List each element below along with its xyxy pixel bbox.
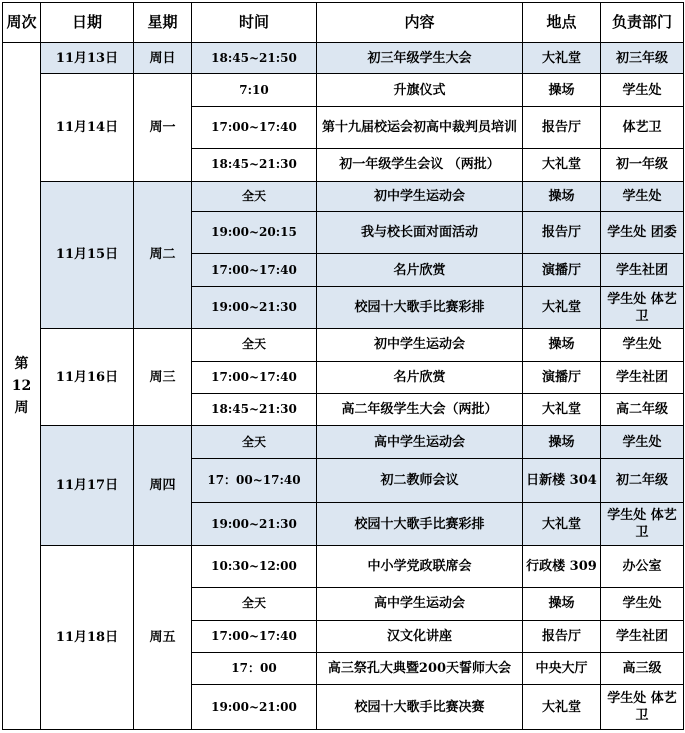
content-cell: 校园十大歌手比赛决赛 bbox=[317, 685, 523, 730]
content-cell: 校园十大歌手比赛彩排 bbox=[317, 286, 523, 328]
content-cell: 初三年级学生大会 bbox=[317, 43, 523, 74]
table-row bbox=[3, 545, 684, 587]
dept-cell: 学生社团 bbox=[601, 254, 684, 286]
dept-cell: 学生处 bbox=[601, 329, 684, 361]
place-cell: 中央大厅 bbox=[523, 653, 601, 685]
dept-cell: 初三年级 bbox=[601, 43, 684, 74]
time-cell: 18:45~21:50 bbox=[192, 43, 317, 74]
place-cell: 大礼堂 bbox=[523, 149, 601, 181]
place-cell: 报告厅 bbox=[523, 211, 601, 253]
content-cell: 校园十大歌手比赛彩排 bbox=[317, 503, 523, 545]
table-row bbox=[3, 181, 684, 211]
place-cell: 大礼堂 bbox=[523, 394, 601, 426]
place-cell: 操场 bbox=[523, 181, 601, 211]
content-cell: 高中学生运动会 bbox=[317, 588, 523, 620]
table-row bbox=[3, 426, 684, 458]
place-cell: 日新楼 304 bbox=[523, 458, 601, 503]
time-cell: 19:00~21:00 bbox=[192, 685, 317, 730]
time-cell: 10:30~12:00 bbox=[192, 545, 317, 587]
dept-cell: 学生处 bbox=[601, 74, 684, 106]
dept-cell: 学生处 bbox=[601, 181, 684, 211]
dept-cell: 学生处 bbox=[601, 588, 684, 620]
place-cell: 大礼堂 bbox=[523, 503, 601, 545]
time-cell: 17:00~17:40 bbox=[192, 361, 317, 393]
content-cell: 第十九届校运会初高中裁判员培训 bbox=[317, 106, 523, 148]
place-cell: 操场 bbox=[523, 74, 601, 106]
header-row bbox=[3, 3, 684, 43]
place-cell: 报告厅 bbox=[523, 106, 601, 148]
content-cell: 高二年级学生大会（两批） bbox=[317, 394, 523, 426]
place-cell: 大礼堂 bbox=[523, 685, 601, 730]
content-cell: 名片欣赏 bbox=[317, 361, 523, 393]
weekday-cell: 周三 bbox=[134, 329, 192, 426]
place-cell: 操场 bbox=[523, 426, 601, 458]
dept-cell: 学生社团 bbox=[601, 620, 684, 652]
table-row bbox=[3, 43, 684, 74]
place-cell: 演播厅 bbox=[523, 361, 601, 393]
place-cell: 大礼堂 bbox=[523, 286, 601, 328]
date-cell: 11月15日 bbox=[41, 181, 134, 329]
time-cell: 17：00~17:40 bbox=[192, 458, 317, 503]
time-cell: 18:45~21:30 bbox=[192, 394, 317, 426]
content-cell: 初中学生运动会 bbox=[317, 181, 523, 211]
dept-cell: 高二年级 bbox=[601, 394, 684, 426]
dept-cell: 学生处 体艺卫 bbox=[601, 286, 684, 328]
date-cell: 11月13日 bbox=[41, 43, 134, 74]
place-cell: 演播厅 bbox=[523, 254, 601, 286]
dept-cell: 学生处 体艺卫 bbox=[601, 685, 684, 730]
dept-cell: 高三级 bbox=[601, 653, 684, 685]
header-weekday: 星期 bbox=[134, 3, 192, 43]
time-cell: 19:00~21:30 bbox=[192, 503, 317, 545]
time-cell: 7:10 bbox=[192, 74, 317, 106]
dept-cell: 学生处 团委 bbox=[601, 211, 684, 253]
time-cell: 19:00~20:15 bbox=[192, 211, 317, 253]
content-cell: 高中学生运动会 bbox=[317, 426, 523, 458]
time-cell: 全天 bbox=[192, 329, 317, 361]
place-cell: 操场 bbox=[523, 588, 601, 620]
date-cell: 11月18日 bbox=[41, 545, 134, 729]
schedule-body bbox=[3, 43, 684, 730]
time-cell: 全天 bbox=[192, 588, 317, 620]
content-cell: 初二教师会议 bbox=[317, 458, 523, 503]
date-cell: 11月17日 bbox=[41, 426, 134, 545]
content-cell: 高三祭孔大典暨200天誓师大会 bbox=[317, 653, 523, 685]
content-cell: 汉文化讲座 bbox=[317, 620, 523, 652]
place-cell: 操场 bbox=[523, 329, 601, 361]
time-cell: 17:00~17:40 bbox=[192, 254, 317, 286]
place-cell: 行政楼 309 bbox=[523, 545, 601, 587]
weekday-cell: 周五 bbox=[134, 545, 192, 729]
table-row bbox=[3, 329, 684, 361]
time-cell: 17:00~17:40 bbox=[192, 620, 317, 652]
weekday-cell: 周一 bbox=[134, 74, 192, 181]
header-time: 时间 bbox=[192, 3, 317, 43]
weekday-cell: 周日 bbox=[134, 43, 192, 74]
date-cell: 11月16日 bbox=[41, 329, 134, 426]
header-place: 地点 bbox=[523, 3, 601, 43]
header-date: 日期 bbox=[41, 3, 134, 43]
weekday-cell: 周二 bbox=[134, 181, 192, 329]
content-cell: 中小学党政联席会 bbox=[317, 545, 523, 587]
time-cell: 19:00~21:30 bbox=[192, 286, 317, 328]
header-week: 周次 bbox=[3, 3, 41, 43]
dept-cell: 学生处 体艺卫 bbox=[601, 503, 684, 545]
time-cell: 17：00 bbox=[192, 653, 317, 685]
dept-cell: 办公室 bbox=[601, 545, 684, 587]
place-cell: 报告厅 bbox=[523, 620, 601, 652]
header-dept: 负责部门 bbox=[601, 3, 684, 43]
content-cell: 我与校长面对面活动 bbox=[317, 211, 523, 253]
content-cell: 初一年级学生会议 （两批） bbox=[317, 149, 523, 181]
time-cell: 全天 bbox=[192, 426, 317, 458]
date-cell: 11月14日 bbox=[41, 74, 134, 181]
dept-cell: 学生处 bbox=[601, 426, 684, 458]
table-row bbox=[3, 74, 684, 106]
time-cell: 17:00~17:40 bbox=[192, 106, 317, 148]
content-cell: 初中学生运动会 bbox=[317, 329, 523, 361]
dept-cell: 初一年级 bbox=[601, 149, 684, 181]
header-content: 内容 bbox=[317, 3, 523, 43]
place-cell: 大礼堂 bbox=[523, 43, 601, 74]
dept-cell: 学生社团 bbox=[601, 361, 684, 393]
weekday-cell: 周四 bbox=[134, 426, 192, 545]
week-cell: 第12周 bbox=[3, 43, 41, 730]
time-cell: 18:45~21:30 bbox=[192, 149, 317, 181]
content-cell: 名片欣赏 bbox=[317, 254, 523, 286]
content-cell: 升旗仪式 bbox=[317, 74, 523, 106]
schedule-table bbox=[2, 2, 684, 730]
dept-cell: 初二年级 bbox=[601, 458, 684, 503]
dept-cell: 体艺卫 bbox=[601, 106, 684, 148]
time-cell: 全天 bbox=[192, 181, 317, 211]
